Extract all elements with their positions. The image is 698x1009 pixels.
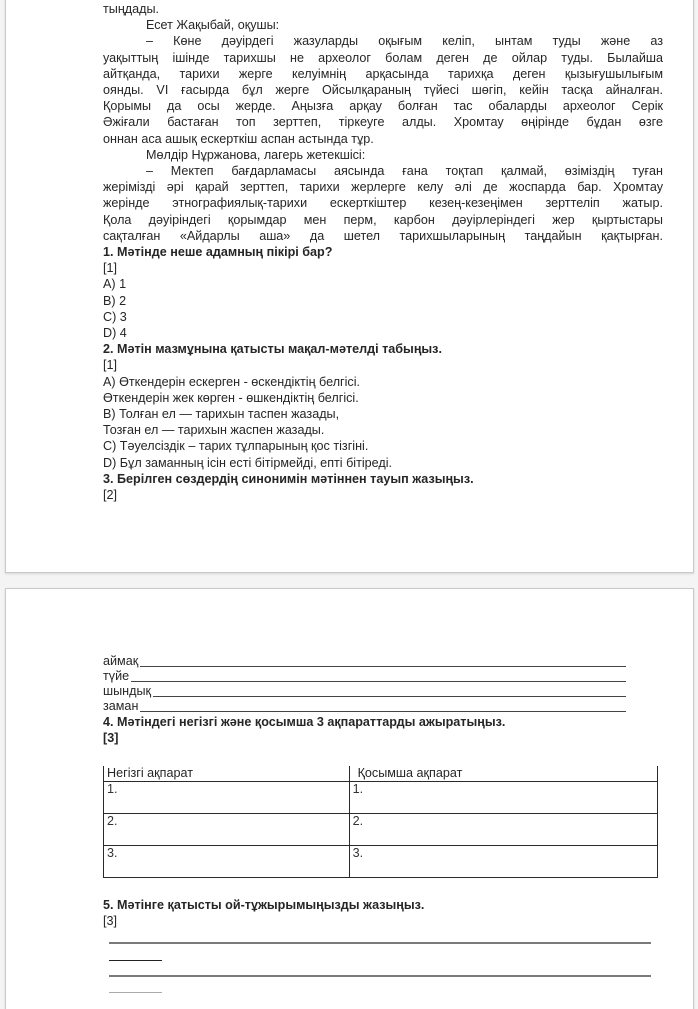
table-cell[interactable]: 3. [349, 846, 657, 878]
passage-line: оянды. VI ғасырда бұл жерге Ойсылқараның түйесі шөгіп, кейін тасқа айналған. [103, 83, 663, 98]
passage-line: Әжіғали бастаған топ зерттеп, тіркеуге алды. Хромтау өңірінде бұдан өзге [103, 115, 663, 130]
question-title: 5. Мәтінге қатысты ой-тұжырымыңызды жазыңыз. [103, 898, 425, 912]
question-2 [103, 341, 663, 471]
passage-line: айтқанда, тарихи жерге келуімнің арқасында тарихқа деген қызығушылығым [103, 66, 663, 81]
answer-line-short[interactable] [109, 960, 162, 961]
table-cell[interactable]: 3. [104, 846, 350, 878]
question-5 [103, 897, 663, 929]
synonym-word: шындық [103, 684, 152, 698]
passage-line: жерімізді әрі қарай зерттеп, тарихи жерлерге келу әлі де жоспарда бар. Хромтау [103, 180, 663, 195]
answer-option: B) 2 [103, 293, 127, 308]
passage-line: жерінде этнографиялық-тарихи ескерткіштер кезең-кезеңімен зерттеліп жатыр. [103, 196, 663, 211]
passage-line: – Көне дәуірдегі жазуларды оқығым келіп, ынтам туды және аз [146, 34, 663, 49]
answer-line-short[interactable] [109, 992, 162, 993]
column-header-additional-info: Қосымша ақпарат [349, 766, 657, 782]
table-row [104, 846, 658, 878]
answer-option: A) Өткендерін ескерген - өскендіктің белгісі. [103, 374, 361, 389]
answer-option: C) Тәуелсіздік – тарих тұлпарының қос тізгіні. [103, 439, 369, 454]
answer-blank[interactable] [153, 695, 626, 697]
question-1 [103, 244, 663, 341]
synonym-blank-row [103, 699, 626, 714]
synonym-blank-row [103, 654, 626, 669]
answer-option-continuation: Тозған ел — тарихын жаспен жазады. [103, 423, 325, 438]
document-page-2 [5, 588, 694, 1009]
table-row [104, 814, 658, 846]
answer-blank[interactable] [131, 680, 626, 682]
synonym-blank-row [103, 669, 626, 684]
speaker-heading: Мөлдір Нұржанова, лагерь жетекшісі: [146, 147, 366, 162]
answer-option: B) Толған ел — тарихын таспен жазады, [103, 407, 340, 422]
answer-option: A) 1 [103, 277, 127, 292]
question-title: 3. Берілген сөздердің синонимін мәтіннен тауып жазыңыз. [103, 471, 474, 486]
table-cell[interactable]: 1. [104, 782, 350, 814]
answer-option: D) Бұл заманның ісін есті бітірмейді, епті бітіреді. [103, 455, 393, 470]
answer-option-continuation: Өткендерін жек көрген - өшкендіктің белгісі. [103, 390, 359, 405]
reading-passage [103, 1, 663, 503]
table-cell[interactable]: 2. [104, 814, 350, 846]
table-cell[interactable]: 1. [349, 782, 657, 814]
synonym-word: аймақ [103, 654, 139, 668]
table-header-row [104, 766, 658, 782]
question-4 [103, 714, 663, 746]
question-3 [103, 471, 663, 503]
question-title: 4. Мәтіндегі негізгі және қосымша 3 ақпараттарды ажыратыңыз. [103, 715, 506, 729]
information-table [103, 766, 658, 878]
passage-line: Қола дәуіріндегі қорымдар мен перм, карбон дәуірлеріндегі жер қыртыстары [103, 212, 663, 227]
synonym-word: заман [103, 699, 139, 713]
column-header-main-info: Негізгі ақпарат [104, 766, 350, 782]
synonym-answers [103, 654, 663, 746]
passage-line: уақыттың ішінде тарихшы не археолог болам деген де ойлар туды. Былайша [103, 50, 663, 65]
passage-line: сақталған «Айдарлы аша» да шетел тарихшыларының таңдайын қақтырған. [103, 228, 663, 243]
passage-line: – Мектеп бағдарламасы аясында ғана тоқтап қалмай, өзіміздің туған [146, 164, 663, 179]
answer-blank[interactable] [140, 665, 626, 667]
answer-option: C) 3 [103, 309, 127, 324]
answer-line[interactable] [109, 975, 651, 977]
question-title: 2. Мәтін мазмұнына қатысты мақал-мәтелді табыңыз. [103, 342, 442, 357]
question-title: 1. Мәтінде неше адамның пікірі бар? [103, 245, 333, 260]
question-points: [3] [103, 914, 118, 929]
passage-line: Қорымы да осы жерде. Аңызға арқау болған тас обаларды археолог Серік [103, 99, 663, 114]
table-row [104, 782, 658, 814]
speaker-heading: Есет Жақыбай, оқушы: [146, 18, 280, 33]
answer-option: D) 4 [103, 326, 127, 341]
question-points: [3] [103, 731, 119, 746]
passage-line: оннан аса ашық ескерткіш аспан астында тұр. [103, 131, 374, 146]
answer-blank[interactable] [140, 710, 626, 712]
answer-line[interactable] [109, 942, 651, 944]
table-cell[interactable]: 2. [349, 814, 657, 846]
question-points: [2] [103, 488, 118, 503]
question-points: [1] [103, 358, 118, 373]
question-points: [1] [103, 261, 118, 276]
synonym-blank-row [103, 684, 626, 699]
synonym-word: түйе [103, 669, 130, 683]
document-page-1 [5, 0, 694, 573]
passage-line: тыңдады. [103, 2, 160, 16]
